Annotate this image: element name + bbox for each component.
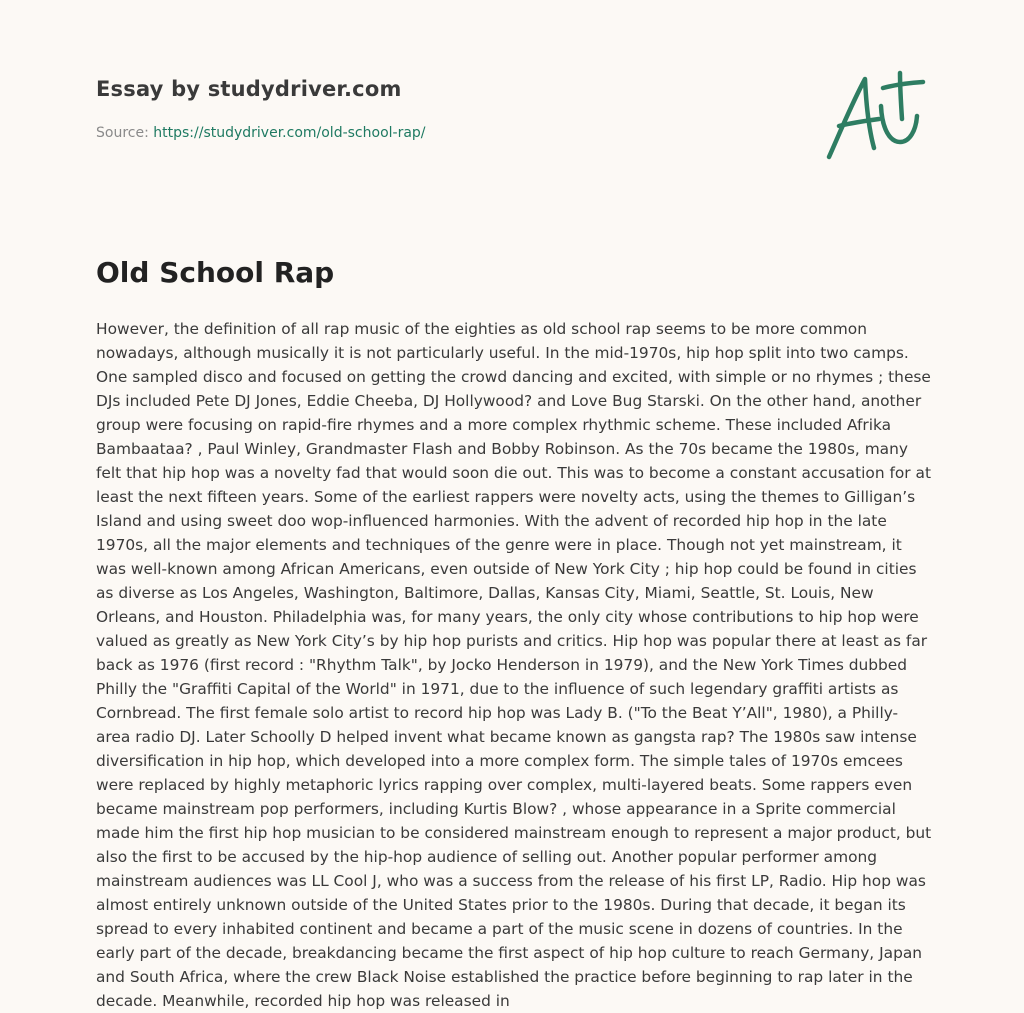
source-line <box>96 125 426 141</box>
source-link[interactable]: https://studydriver.com/old-school-rap/ <box>153 125 426 141</box>
essay-source-title: Essay by studydriver.com <box>96 77 402 101</box>
document-title: Old School Rap <box>96 256 335 289</box>
essay-body-text: However, the definition of all rap music of the eighties as old school rap seems to be more common nowadays, although musically it is not particularly useful. In the mid-1970s, hip hop split into two camps. One sampled disco and focused on getting the crowd dancing and excited, with simple or no rhymes ; these DJs included Pete DJ Jones, Eddie Cheeba, DJ Hollywood? and Love Bug Starski. On the other hand, another group were focusing on rapid-fire rhymes and a more complex rhythmic scheme. These included Afrika Bambaataa? , Paul Winley, Grandmaster Flash and Bobby Robinson. As the 70s became the 1980s, many felt that hip hop was a novelty fad that would soon die out. This was to become a constant accusation for at least the next fifteen years. Some of the earliest rappers were novelty acts, using the themes to Gilligan’s Island and using sweet doo wop-influenced harmonies. With the advent of recorded hip hop in the late 1970s, all the major elements and techniques of the genre were in place. Though not yet mainstream, it was well-known among African Americans, even outside of New York City ; hip hop could be found in cities as diverse as Los Angeles, Washington, Baltimore, Dallas, Kansas City, Miami, Seattle, St. Louis, New Orleans, and Houston. Philadelphia was, for many years, the only city whose contributions to hip hop were valued as greatly as New York City’s by hip hop purists and critics. Hip hop was popular there at least as far back as 1976 (first record : "Rhythm Talk", by Jocko Henderson in 1979), and the New York Times dubbed Philly the "Graffiti Capital of the World" in 1971, due to the influence of such legendary graffiti artists as Cornbread. The first female solo artist to record hip hop was Lady B. ("To the Beat Y’All", 1980), a Philly-area radio DJ. Later Schoolly D helped invent what became known as gangsta rap? The 1980s saw intense diversification in hip hop, which developed into a more complex form. The simple tales of 1970s emcees were replaced by highly metaphoric lyrics rapping over complex, multi-layered beats. Some rappers even became mainstream pop performers, including Kurtis Blow? , whose appearance in a Sprite commercial made him the first hip hop musician to be considered mainstream enough to represent a major product, but also the first to be accused by the hip-hop audience of selling out. Another popular performer among mainstream audiences was LL Cool J, who was a success from the release of his first LP, Radio. Hip hop was almost entirely unknown outside of the United States prior to the 1980s. During that decade, it began its spread to every inhabited continent and became a part of the music scene in dozens of countries. In the early part of the decade, breakdancing became the first aspect of hip hop culture to reach Germany, Japan and South Africa, where the crew Black Noise established the practice before beginning to rap later in the decade. Meanwhile, recorded hip hop was released in <box>96 320 932 1010</box>
a-plus-grade-logo <box>822 68 926 164</box>
source-label: Source: <box>96 125 149 141</box>
